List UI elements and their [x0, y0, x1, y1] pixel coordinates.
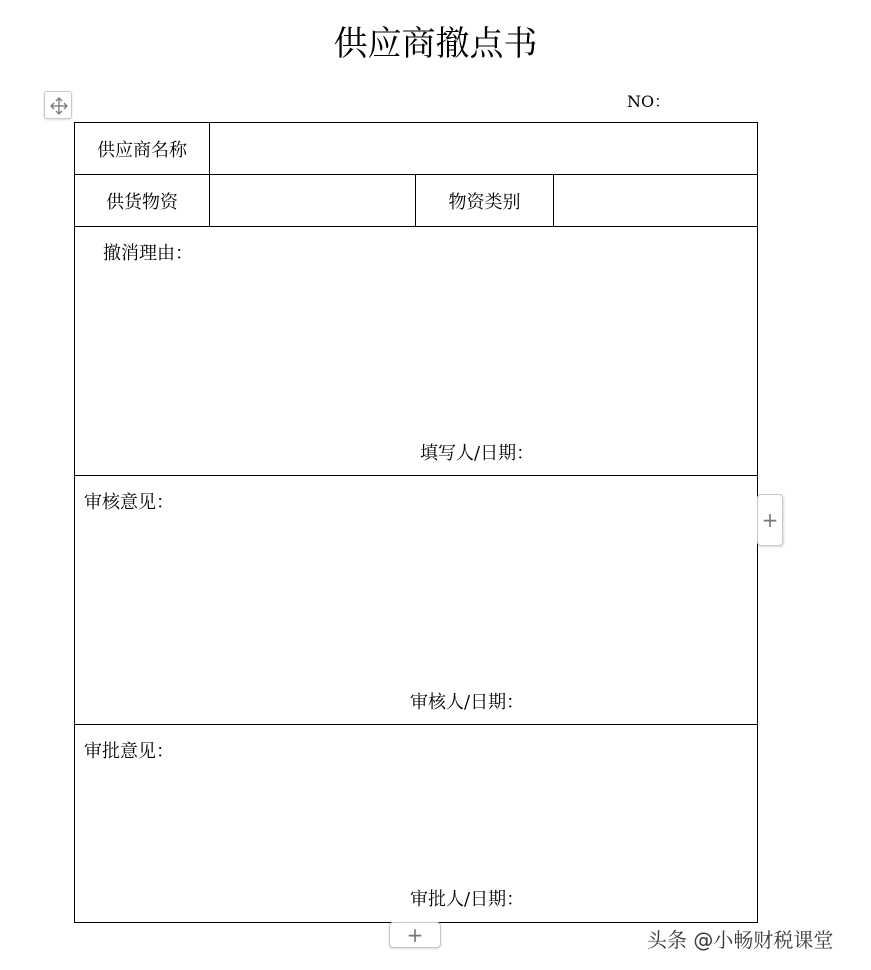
removal-reason-label: 撤消理由： — [103, 243, 193, 264]
supplier-name-label: 供应商名称 — [97, 139, 187, 161]
document-number-label: NO： — [627, 92, 671, 111]
category-label: 物资类别 — [448, 191, 521, 213]
removal-reason-cell[interactable] — [75, 227, 758, 476]
goods-label-cell — [75, 175, 210, 227]
goods-field[interactable] — [210, 175, 416, 227]
approval-opinion-label: 审批意见： — [84, 741, 174, 762]
move-icon — [49, 96, 69, 116]
supplier-removal-form — [74, 122, 758, 923]
supplier-name-field[interactable] — [210, 123, 758, 175]
review-signer-label: 审核人/日期： — [410, 692, 525, 713]
approval-signer-label: 审批人/日期： — [410, 889, 525, 910]
plus-icon: + — [761, 508, 779, 532]
document-title: 供应商撤点书 — [333, 24, 538, 64]
plus-icon: + — [406, 923, 424, 947]
review-opinion-label: 审核意见： — [84, 492, 174, 513]
add-row-button[interactable] — [389, 922, 441, 948]
category-field[interactable] — [554, 175, 758, 227]
approval-opinion-cell[interactable] — [75, 725, 758, 923]
supplier-name-label-cell — [75, 123, 210, 175]
watermark-logo: 头条 @小畅财税课堂 — [647, 928, 834, 952]
add-column-button[interactable] — [757, 494, 783, 546]
table-move-handle[interactable] — [44, 91, 72, 119]
reason-signer-label: 填写人/日期： — [420, 443, 535, 464]
goods-label: 供货物资 — [106, 191, 178, 213]
category-label-cell — [416, 175, 554, 227]
review-opinion-cell[interactable] — [75, 476, 758, 725]
